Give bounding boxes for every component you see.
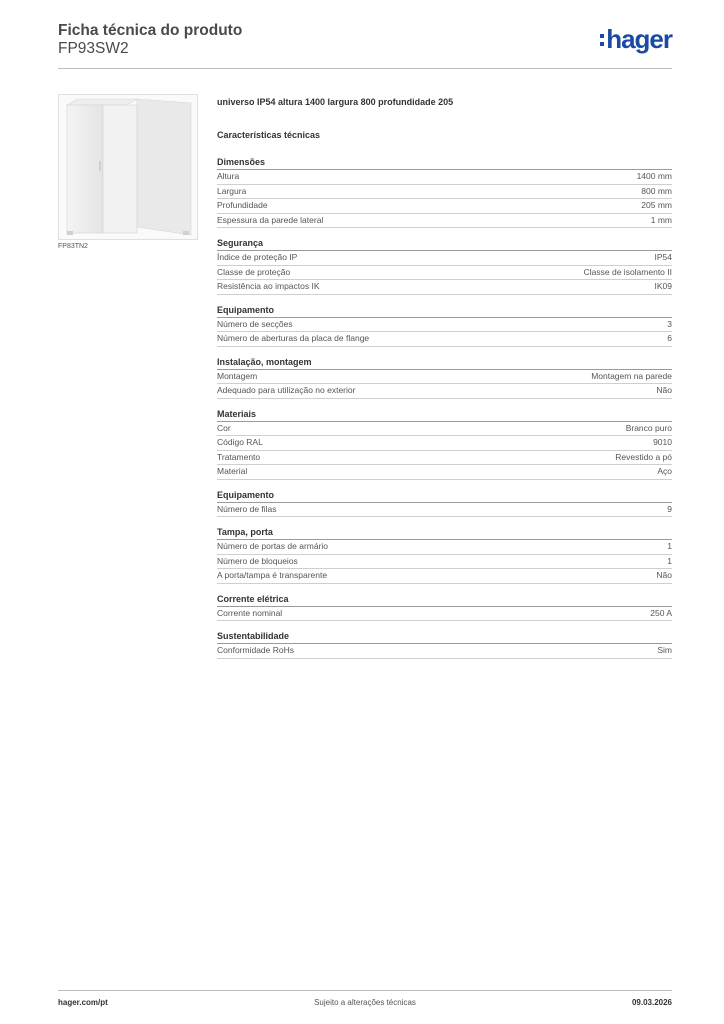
spec-label: Conformidade RoHs <box>217 645 295 655</box>
spec-value: 9 <box>667 503 672 514</box>
spec-label: Índice de proteção IP <box>217 252 298 262</box>
spec-label: Número de bloqueios <box>217 555 298 566</box>
product-description: universo IP54 altura 1400 largura 800 profundidade 205 <box>217 97 454 107</box>
page-footer <box>58 998 672 1010</box>
spec-group <box>217 303 672 347</box>
spec-row <box>217 266 672 281</box>
spec-value: 1 <box>667 555 672 566</box>
spec-group <box>217 355 672 399</box>
spec-row <box>217 318 672 333</box>
spec-label: Número de secções <box>217 318 293 329</box>
spec-row <box>217 214 672 229</box>
spec-row <box>217 503 672 518</box>
spec-label: Corrente nominal <box>217 607 283 618</box>
spec-group-title: Equipamento <box>217 488 672 503</box>
spec-group-title: Equipamento <box>217 303 672 318</box>
spec-label: Código RAL <box>217 437 263 447</box>
spec-label: Largura <box>217 185 247 196</box>
spec-row <box>217 436 672 451</box>
product-image <box>58 94 198 240</box>
spec-label: Número de portas de armário <box>217 541 329 551</box>
spec-group <box>217 155 672 228</box>
spec-row <box>217 370 672 385</box>
footer-date: 09.03.2026 <box>631 998 672 1007</box>
image-caption: FP83TN2 <box>58 243 88 250</box>
spec-label: Altura <box>217 171 240 181</box>
spec-row <box>217 185 672 200</box>
page-header <box>58 22 672 70</box>
spec-label: Profundidade <box>217 200 268 210</box>
spec-value: Não <box>656 570 672 580</box>
spec-value: Não <box>656 385 672 395</box>
spec-row <box>217 251 672 266</box>
spec-value: 1 mm <box>650 214 672 225</box>
spec-value: Branco puro <box>625 422 672 433</box>
spec-group-title: Tampa, porta <box>217 525 672 540</box>
spec-row <box>217 540 672 555</box>
spec-value: Classe de isolamento II <box>583 266 672 277</box>
spec-value: Aço <box>657 466 672 476</box>
footer-disclaimer: Sujeito a alterações técnicas <box>314 998 416 1007</box>
spec-group <box>217 236 672 295</box>
spec-row <box>217 569 672 584</box>
footer-website: hager.com/pt <box>58 998 108 1007</box>
section-heading: Características técnicas <box>217 130 321 140</box>
logo-text: hager <box>606 24 672 54</box>
spec-value: 1 <box>667 541 672 551</box>
spec-label: Resistência ao impactos IK <box>217 281 320 291</box>
spec-row <box>217 384 672 399</box>
spec-value: Revestido a pó <box>615 451 672 462</box>
spec-value: 800 mm <box>641 185 672 196</box>
spec-value: IK09 <box>654 281 672 291</box>
spec-group-title: Segurança <box>217 236 672 251</box>
spec-group-title: Corrente elétrica <box>217 592 672 607</box>
spec-label: Classe de proteção <box>217 266 291 277</box>
spec-value: 6 <box>667 333 672 343</box>
spec-value: IP54 <box>654 252 672 262</box>
spec-label: Adequado para utilização no exterior <box>217 385 356 395</box>
spec-group-title: Dimensões <box>217 155 672 170</box>
spec-group-title: Materiais <box>217 407 672 422</box>
product-code: FP93SW2 <box>58 40 129 57</box>
spec-row <box>217 644 672 659</box>
header-divider <box>58 68 672 69</box>
footer-divider <box>58 990 672 991</box>
spec-label: Número de filas <box>217 503 277 514</box>
spec-content <box>217 95 672 667</box>
spec-group <box>217 407 672 480</box>
spec-label: A porta/tampa é transparente <box>217 570 328 580</box>
spec-label: Material <box>217 466 248 476</box>
spec-group <box>217 488 672 518</box>
spec-value: 205 mm <box>641 200 672 210</box>
spec-value: 250 A <box>650 607 672 618</box>
spec-group <box>217 525 672 584</box>
spec-label: Espessura da parede lateral <box>217 214 324 225</box>
spec-value: Montagem na parede <box>591 370 672 381</box>
spec-groups <box>217 155 672 659</box>
spec-group-title: Instalação, montagem <box>217 355 672 370</box>
spec-label: Montagem <box>217 370 258 381</box>
spec-row <box>217 170 672 185</box>
document-title: Ficha técnica do produto <box>58 22 243 39</box>
spec-group <box>217 629 672 659</box>
spec-value: 3 <box>667 318 672 329</box>
spec-value: 9010 <box>653 437 672 447</box>
spec-row <box>217 422 672 437</box>
spec-row <box>217 451 672 466</box>
spec-label: Número de aberturas da placa de flange <box>217 333 370 343</box>
spec-label: Cor <box>217 422 231 433</box>
spec-group <box>217 592 672 622</box>
spec-value: 1400 mm <box>636 171 672 181</box>
spec-label: Tratamento <box>217 451 261 462</box>
spec-value: Sim <box>657 645 672 655</box>
cabinet-illustration-icon <box>59 95 197 239</box>
spec-row <box>217 607 672 622</box>
hager-logo <box>600 24 672 54</box>
spec-row <box>217 555 672 570</box>
spec-row <box>217 465 672 480</box>
spec-row <box>217 280 672 295</box>
spec-row <box>217 199 672 214</box>
spec-row <box>217 332 672 347</box>
spec-group-title: Sustentabilidade <box>217 629 672 644</box>
logo-dots-icon <box>600 34 604 46</box>
